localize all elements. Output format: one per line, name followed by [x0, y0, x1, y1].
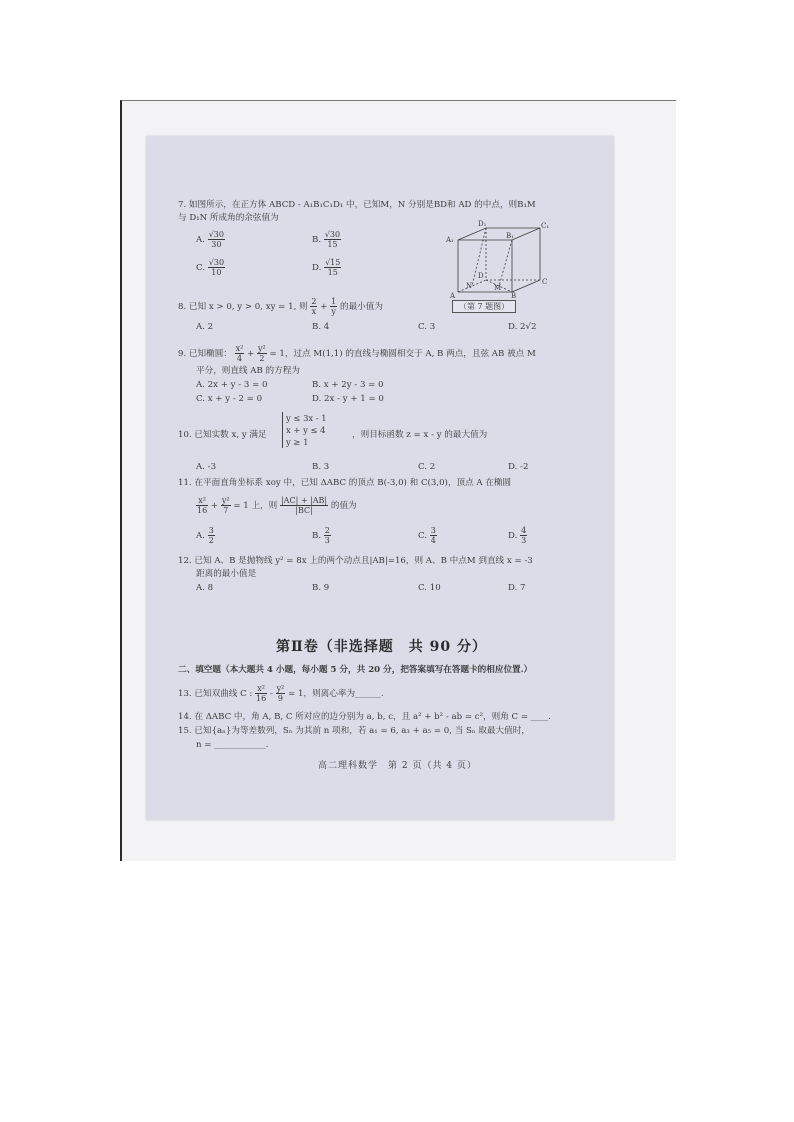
q10-option-d: D. -2	[508, 462, 529, 472]
q12-option-d: D. 7	[508, 583, 526, 593]
label-d: D	[478, 272, 484, 280]
q10-constraint-1: y ≤ 3x - 1	[286, 413, 327, 423]
q10-stem-pre: 10. 已知实数 x, y 满足	[178, 430, 267, 440]
q13-stem: 13. 已知双曲线 C : $\frac{\text{x²}}{16}$ - $\frac{\text{y²}}{9}$ = 1，则离心率为______.	[178, 684, 384, 703]
q7-stem-line1: 7. 如图所示，在正方体 ABCD - A₁B₁C₁D₁ 中，已知M，N 分别是BD和 AD 的中点，则B₁M	[178, 200, 536, 210]
q11-stem-line1: 11. 在平面直角坐标系 xoy 中，已知 ΔABC 的顶点 B(-3,0) 和 C(3,0)，顶点 A 在椭圆	[178, 478, 512, 488]
q8-option-a: A. 2	[196, 322, 214, 332]
q10-constraint-3: y ≥ 1	[286, 437, 309, 447]
label-b1: B₁	[506, 232, 514, 240]
q7-option-b: B. $\frac{√30}{15}$	[312, 230, 341, 249]
q7-figure-caption: （第 7 题图）	[452, 300, 516, 313]
q12-stem-line1: 12. 已知 A、B 是抛物线 y² = 8x 上的两个动点且|AB|=16，则 A、B 中点M 到直线 x = -3	[178, 556, 533, 566]
q12-option-b: B. 9	[312, 583, 330, 593]
q7-option-a: A. $\frac{√30}{30}$	[196, 230, 224, 249]
q9-stem-line1: 9. 已知椭圆： $\frac{\text{x²}}{4}$ + $\frac{\text{y²}}{2}$ = 1，过点 M(1,1) 的直线与椭圆相交于 A, B 两点，且弦 AB 被点 M	[178, 344, 536, 363]
q10-constraint-system	[282, 412, 327, 448]
label-d1: D₁	[478, 220, 487, 228]
q10-option-b: B. 3	[312, 462, 330, 472]
q10-option-a: A. -3	[196, 462, 217, 472]
fill-in-heading: 二、填空题（本大题共 4 小题，每小题 5 分，共 20 分，把答案填写在答题卡的相应位置.）	[178, 665, 533, 675]
q8-option-d: D. 2√2	[508, 322, 537, 332]
label-c: C	[542, 278, 548, 286]
q12-option-c: C. 10	[418, 583, 441, 593]
label-n: N	[466, 282, 473, 290]
q9-option-d: D. 2x - y + 1 = 0	[312, 394, 384, 404]
q10-stem-post: ，则目标函数 z = x - y 的最大值为	[352, 430, 488, 440]
q15-stem-line1: 15. 已知{aₙ}为等差数列，Sₙ 为其前 n 项和，若 a₁ = 6, a₃ + a₅ = 0, 当 Sₙ 取最大值时，	[178, 726, 530, 736]
q8-stem: 8. 已知 x > 0, y > 0, xy = 1, 则 $\frac{2}{x}$ + $\frac{1}{y}$ 的最小值为	[178, 297, 383, 316]
q9-option-c: C. x + y - 2 = 0	[196, 394, 263, 404]
q7-cube-figure	[444, 218, 554, 298]
q9-option-a: A. 2x + y - 3 = 0	[196, 380, 268, 390]
q11-option-b: B. $\frac{2}{3}$	[312, 526, 330, 545]
q11-option-d: D. $\frac{4}{3}$	[508, 526, 527, 545]
section-ii-title: 第Ⅱ卷（非选择题 共 90 分）	[276, 639, 488, 655]
q7-option-d: D. $\frac{√15}{15}$	[312, 258, 341, 277]
label-m: M	[494, 284, 502, 292]
q7-option-c: C. $\frac{√30}{10}$	[196, 258, 225, 277]
label-a1: A₁	[446, 236, 454, 244]
q12-option-a: A. 8	[196, 583, 214, 593]
q9-stem-line2: 平分，则直线 AB 的方程为	[196, 366, 300, 376]
q11-stem-line2: $\frac{\text{x²}}{16}$ + $\frac{\text{y²}}{7}$ = 1 上，则 $\frac{|AC| + |AB|}{|BC|}$ 的值为	[197, 496, 357, 515]
q14-stem: 14. 在 ΔABC 中，角 A, B, C 所对应的边分别为 a, b, c，且 a² + b² - ab = c²，则角 C = ____.	[178, 712, 551, 722]
label-a: A	[450, 292, 456, 298]
q15-stem-line2: n = ____________.	[196, 740, 269, 750]
q11-option-a: A. $\frac{3}{2}$	[196, 526, 214, 545]
q9-option-b: B. x + 2y - 3 = 0	[312, 380, 384, 390]
label-b: B	[511, 292, 517, 298]
q10-option-c: C. 2	[418, 462, 436, 472]
q8-option-b: B. 4	[312, 322, 330, 332]
q8-option-c: C. 3	[418, 322, 436, 332]
q11-option-c: C. $\frac{3}{4}$	[418, 526, 436, 545]
page-footer: 高二理科数学 第 2 页（共 4 页）	[318, 761, 477, 771]
q10-constraint-2: x + y ≤ 4	[286, 425, 326, 435]
q12-stem-line2: 距离的最小值是	[196, 569, 257, 579]
q7-stem-line2: 与 D₁N 所成角的余弦值为	[178, 213, 279, 223]
label-c1: C₁	[541, 222, 550, 230]
